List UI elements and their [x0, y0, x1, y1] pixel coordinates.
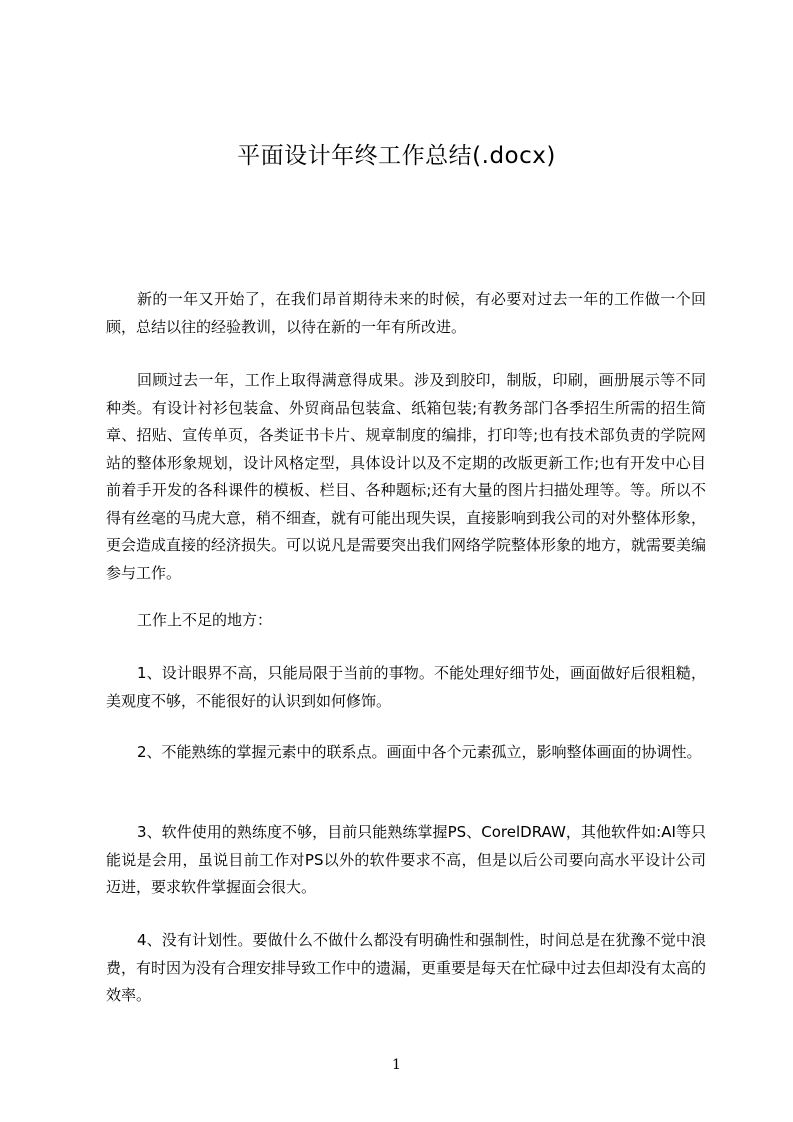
- paragraph-shortcoming-1: 1、设计眼界不高，只能局限于当前的事物。不能处理好细节处，画面做好后很粗糙，美观度不够，不能很好的认识到如何修饰。: [106, 664, 706, 710]
- page-number: 1: [392, 1057, 401, 1073]
- paragraph-shortcoming-3: 3、软件使用的熟练度不够，目前只能熟练掌握PS、CorelDRAW，其他软件如:AI等只能说是会用，虽说目前工作对PS以外的软件要求不高，但是以后公司要向高水平设计公司迈进，要求软件掌握面会很大。: [106, 823, 706, 896]
- paragraph-shortcoming-2: 2、不能熟练的掌握元素中的联系点。画面中各个元素孤立，影响整体画面的协调性。: [137, 743, 702, 761]
- paragraph-review: 回顾过去一年，工作上取得满意得成果。涉及到胶印，制版，印刷，画册展示等不同种类。有设计衬衫包装盒、外贸商品包装盒、纸箱包装;有教务部门各季招生所需的招生简章、招贴、宣传单页，各类证书卡片、规章制度的编排，打印等;也有技术部负责的学院网站的整体形象规划，设计风格定型，具体设计以及不定期的改版更新工作;也有开发中心目前着手开发的各科课件的模板、栏目、各种题标;还有大量的图片扫描处理等。等。所以不得有丝毫的马虎大意，稍不细查，就有可能出现失误，直接影响到我公司的对外整体形象，更会造成直接的经济损失。可以说凡是需要突出我们网络学院整体形象的地方，就需要美编参与工作。: [106, 371, 707, 582]
- document-title: 平面设计年终工作总结(.docx): [237, 143, 556, 169]
- paragraph-intro: 新的一年又开始了，在我们昂首期待未来的时候，有必要对过去一年的工作做一个回顾，总结以往的经验教训，以待在新的一年有所改进。: [106, 290, 706, 336]
- paragraph-shortcomings-heading: 工作上不足的地方：: [137, 611, 273, 629]
- paragraph-shortcoming-4: 4、没有计划性。要做什么不做什么都没有明确性和强制性，时间总是在犹豫不觉中浪费，有时因为没有合理安排导致工作中的遗漏，更重要是每天在忙碌中过去但却没有太高的效率。: [106, 931, 707, 1004]
